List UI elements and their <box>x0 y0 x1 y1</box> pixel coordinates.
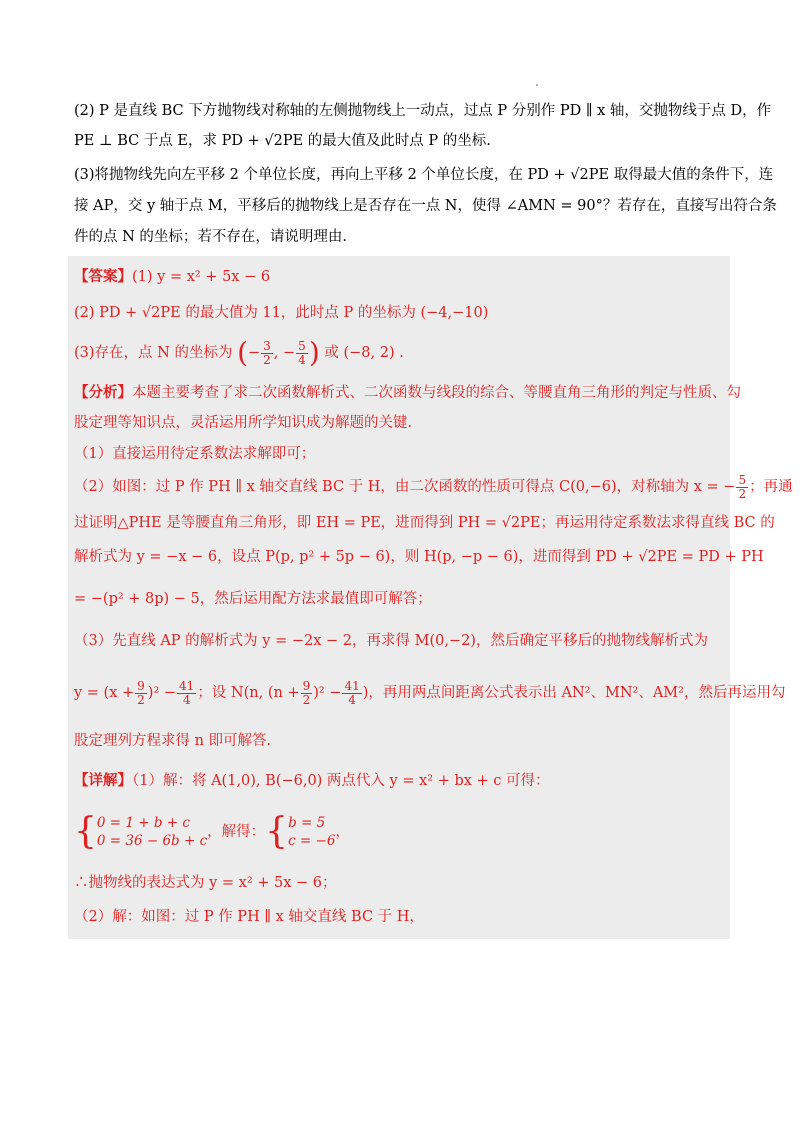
detail-solve-text: ，解得： <box>207 824 266 840</box>
analysis-line3: （1）直接运用待定系数法求解即可； <box>74 446 316 462</box>
answer-1: (1) y = x² + 5x − 6 <box>132 269 271 285</box>
problem-part2-line1: (2) P 是直线 BC 下方抛物线对称轴的左侧抛物线上一动点，过点 P 分别作 PD ∥ x 轴，交抛物线于点 D，作 <box>74 103 772 119</box>
answer-line3: (3)存在，点 N 的坐标为 (− $\frac{3}{2}$ , − $\frac{5}{4}$ ) 或 (−8, 2) . <box>74 336 404 369</box>
analysis-text-1: 本题主要考查了求二次函数解析式、二次函数与线段的综合、等腰直角三角形的判定与性质、勾 <box>132 385 741 401</box>
analysis-line1 <box>74 382 741 404</box>
equation-system-2: b = 5 c = −6 <box>288 815 336 849</box>
brace-left-2: { <box>265 811 289 852</box>
fraction-41-4-b: $\frac{41}{4}$ <box>344 678 360 707</box>
analysis-line8: （3）先直线 AP 的解析式为 y = −2x − 2，再求得 M(0,−2)，然后确定平移后的抛物线解析式为 <box>74 633 708 649</box>
detail-end-punct: ， <box>335 824 350 840</box>
analysis-line6: 解析式为 y = −x − 6，设点 P(p, p² + 5p − 6)，则 H(p, −p − 6)，进而得到 PD + √2PE = PD + PH <box>74 549 764 565</box>
analysis-text-4b: ；再通 <box>749 479 793 495</box>
fraction-neg-5-4: $\frac{5}{4}$ <box>298 338 306 367</box>
answer-2: (2) PD + √2PE 的最大值为 11，此时点 P 的坐标为 (−4,−10) <box>74 305 489 321</box>
analysis-line5: 过证明△PHE 是等腰直角三角形，即 EH = PE，进而得到 PH = √2PE；再运用待定系数法求得直线 BC 的 <box>74 515 775 531</box>
detail-systems <box>74 812 734 852</box>
answer-3-suffix: 或 (−8, 2) . <box>324 345 404 361</box>
problem-part3-line1: (3)将抛物线先向左平移 2 个单位长度，再向上平移 2 个单位长度，在 PD + √2PE 取得最大值的条件下，连 <box>74 167 774 183</box>
analysis-line9 <box>74 676 786 710</box>
analysis-text-9d: )² − <box>313 685 342 701</box>
analysis-text-9a: y = (x + <box>74 685 135 701</box>
analysis-line10: 股定理列方程求得 n 即可解答. <box>74 733 272 749</box>
detail-label: 【详解】 <box>74 772 132 789</box>
problem-part2-line2: PE ⊥ BC 于点 E，求 PD + √2PE 的最大值及此时点 P 的坐标. <box>74 133 491 149</box>
fraction-neg-3-2: $\frac{3}{2}$ <box>263 338 271 367</box>
analysis-line2: 股定理等知识点，灵活运用所学知识成为解题的关键. <box>74 415 413 431</box>
equation-system-1: 0 = 1 + b + c 0 = 36 − 6b + c <box>96 815 208 849</box>
detail-line4: （2）解：如图：过 P 作 PH ∥ x 轴交直线 BC 于 H， <box>74 909 424 925</box>
analysis-text-9c: ；设 N(n, (n + <box>197 685 300 701</box>
problem-part3-line3: 件的点 N 的坐标；若不存在，请说明理由. <box>74 229 348 245</box>
analysis-line4 <box>74 472 793 502</box>
brace-left-1: { <box>74 811 97 852</box>
analysis-text-9e: )，再用两点间距离公式表示出 AN²、MN²、AM²，然后再运用勾 <box>362 685 786 701</box>
answer-label: 【答案】 <box>74 268 132 285</box>
page-dot <box>536 84 538 86</box>
paren-open: ( <box>237 336 248 369</box>
analysis-text-4a: （2）如图：过 P 作 PH ∥ x 轴交直线 BC 于 H，由二次函数的性质可得点 C(0,−6)，对称轴为 x = − <box>74 479 736 495</box>
problem-part3-line2: 接 AP，交 y 轴于点 M，平移后的抛物线上是否存在一点 N，使得 ∠AMN = 90°？若存在，直接写出符合条 <box>74 198 777 214</box>
detail-line1 <box>74 770 734 792</box>
answer-line1 <box>74 266 734 288</box>
analysis-label: 【分析】 <box>74 384 132 401</box>
detail-text-1: （1）解：将 A(1,0), B(−6,0) 两点代入 y = x² + bx + c 可得： <box>132 773 550 789</box>
analysis-line7: = −(p² + 8p) − 5，然后运用配方法求最值即可解答； <box>74 591 432 607</box>
fraction-9-2: $\frac{9}{2}$ <box>137 678 145 707</box>
fraction-5-2: $\frac{5}{2}$ <box>738 472 747 501</box>
answer-3-prefix: (3)存在，点 N 的坐标为 <box>74 345 233 361</box>
paren-close: ) <box>308 336 320 369</box>
analysis-text-9b: )² − <box>147 685 177 701</box>
detail-line3: ∴抛物线的表达式为 y = x² + 5x − 6； <box>74 875 337 891</box>
fraction-9-2-b: $\frac{9}{2}$ <box>302 678 311 707</box>
fraction-41-4: $\frac{41}{4}$ <box>179 678 195 707</box>
